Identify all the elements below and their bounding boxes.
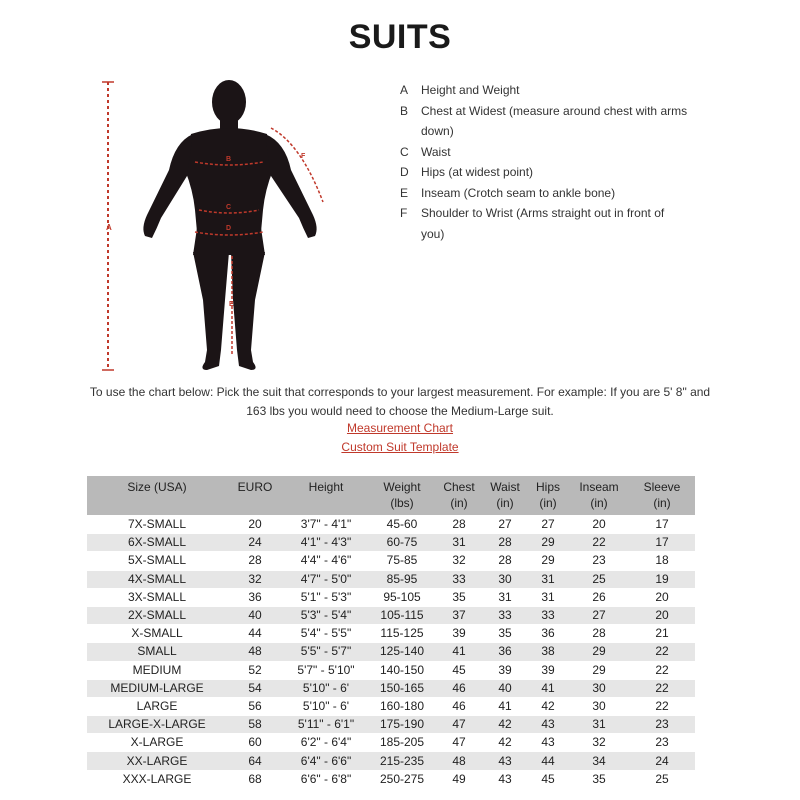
cell-height: 6'6" - 6'8" [283, 770, 369, 788]
cell-sleeve: 20 [629, 606, 695, 624]
table-row [87, 734, 695, 752]
cell-inseam: 25 [569, 570, 629, 588]
cell-size-usa: MEDIUM [87, 661, 227, 679]
chart-instructions: To use the chart below: Pick the suit that corresponds to your largest measurement. For example: If you are 5' 8" and 163 lbs you would need to choose the Medium-Large suit. [89, 385, 711, 418]
cell-euro: 24 [227, 534, 283, 552]
cell-chest: 32 [435, 552, 483, 570]
table-row [87, 697, 695, 715]
cell-weight: 215-235 [369, 752, 435, 770]
header-inseam: Inseam (in) [569, 476, 629, 516]
cell-sleeve: 24 [629, 752, 695, 770]
header-height: Height [283, 476, 369, 516]
cell-size-usa: X-SMALL [87, 625, 227, 643]
cell-hips: 33 [527, 606, 569, 624]
cell-chest: 46 [435, 679, 483, 697]
cell-inseam: 31 [569, 716, 629, 734]
cell-weight: 95-105 [369, 588, 435, 606]
cell-hips: 29 [527, 552, 569, 570]
cell-waist: 43 [483, 770, 527, 788]
legend-letter: E [400, 185, 409, 200]
cell-sleeve: 22 [629, 697, 695, 715]
legend-text: Height and Weight [421, 83, 520, 97]
table-row [87, 643, 695, 661]
cell-waist: 41 [483, 697, 527, 715]
cell-waist: 33 [483, 606, 527, 624]
cell-sleeve: 19 [629, 570, 695, 588]
body-silhouette-illustration [95, 70, 355, 380]
cell-chest: 41 [435, 643, 483, 661]
legend-text: Waist [421, 144, 451, 159]
cell-euro: 44 [227, 625, 283, 643]
cell-euro: 60 [227, 734, 283, 752]
cell-height: 3'7" - 4'1" [283, 516, 369, 534]
cell-weight: 150-165 [369, 679, 435, 697]
cell-chest: 31 [435, 534, 483, 552]
cell-hips: 45 [527, 770, 569, 788]
cell-size-usa: 2X-SMALL [87, 606, 227, 624]
cell-euro: 52 [227, 661, 283, 679]
legend-item-b [400, 101, 690, 142]
cell-size-usa: X-LARGE [87, 734, 227, 752]
size-chart-header [87, 476, 695, 516]
table-row [87, 625, 695, 643]
cell-sleeve: 21 [629, 625, 695, 643]
cell-waist: 43 [483, 752, 527, 770]
legend-text: Shoulder to Wrist (Arms straight out in front of you) [421, 206, 665, 241]
cell-hips: 44 [527, 752, 569, 770]
measurement-chart-row [0, 421, 800, 435]
label-d: D [226, 225, 232, 232]
cell-height: 4'7" - 5'0" [283, 570, 369, 588]
label-c: C [226, 204, 232, 211]
cell-waist: 40 [483, 679, 527, 697]
cell-weight: 75-85 [369, 552, 435, 570]
cell-size-usa: 7X-SMALL [87, 516, 227, 534]
cell-weight: 45-60 [369, 516, 435, 534]
cell-weight: 105-115 [369, 606, 435, 624]
cell-chest: 47 [435, 734, 483, 752]
table-row [87, 588, 695, 606]
cell-sleeve: 18 [629, 552, 695, 570]
cell-sleeve: 22 [629, 661, 695, 679]
cell-weight: 140-150 [369, 661, 435, 679]
header-weight: Weight (lbs) [369, 476, 435, 516]
cell-weight: 85-95 [369, 570, 435, 588]
cell-inseam: 20 [569, 516, 629, 534]
cell-size-usa: SMALL [87, 643, 227, 661]
label-e: E [229, 301, 234, 308]
cell-height: 5'10" - 6' [283, 697, 369, 715]
cell-hips: 31 [527, 588, 569, 606]
cell-weight: 185-205 [369, 734, 435, 752]
cell-waist: 28 [483, 534, 527, 552]
cell-euro: 36 [227, 588, 283, 606]
cell-chest: 33 [435, 570, 483, 588]
cell-inseam: 29 [569, 661, 629, 679]
cell-height: 5'5" - 5'7" [283, 643, 369, 661]
cell-height: 6'2" - 6'4" [283, 734, 369, 752]
cell-size-usa: 3X-SMALL [87, 588, 227, 606]
header-waist: Waist (in) [483, 476, 527, 516]
table-row [87, 516, 695, 534]
cell-sleeve: 17 [629, 534, 695, 552]
cell-sleeve: 17 [629, 516, 695, 534]
header-chest: Chest (in) [435, 476, 483, 516]
cell-chest: 28 [435, 516, 483, 534]
legend-text: Chest at Widest (measure around chest with arms down) [421, 103, 688, 138]
cell-hips: 43 [527, 734, 569, 752]
cell-inseam: 27 [569, 606, 629, 624]
cell-sleeve: 25 [629, 770, 695, 788]
cell-waist: 31 [483, 588, 527, 606]
table-row [87, 552, 695, 570]
legend-text: Hips (at widest point) [421, 165, 534, 179]
cell-weight: 60-75 [369, 534, 435, 552]
cell-sleeve: 20 [629, 588, 695, 606]
legend-letter: B [400, 103, 409, 118]
cell-inseam: 23 [569, 552, 629, 570]
cell-sleeve: 23 [629, 716, 695, 734]
cell-euro: 58 [227, 716, 283, 734]
body-measurement-figure [95, 70, 355, 380]
cell-waist: 42 [483, 716, 527, 734]
cell-waist: 42 [483, 734, 527, 752]
cell-size-usa: XX-LARGE [87, 752, 227, 770]
cell-hips: 43 [527, 716, 569, 734]
size-chart-table [87, 476, 695, 789]
header-row [87, 476, 695, 516]
page-title: SUITS [348, 18, 452, 56]
cell-inseam: 29 [569, 643, 629, 661]
cell-size-usa: LARGE-X-LARGE [87, 716, 227, 734]
cell-euro: 68 [227, 770, 283, 788]
table-row [87, 534, 695, 552]
cell-weight: 175-190 [369, 716, 435, 734]
cell-hips: 42 [527, 697, 569, 715]
cell-chest: 49 [435, 770, 483, 788]
cell-chest: 39 [435, 625, 483, 643]
size-chart-body [87, 516, 695, 789]
legend-letter: D [400, 165, 409, 179]
cell-chest: 35 [435, 588, 483, 606]
cell-height: 4'1" - 4'3" [283, 534, 369, 552]
cell-inseam: 32 [569, 734, 629, 752]
table-row [87, 570, 695, 588]
label-b: B [226, 156, 232, 163]
cell-sleeve: 22 [629, 643, 695, 661]
table-row [87, 752, 695, 770]
legend-letter: A [400, 83, 409, 97]
cell-euro: 32 [227, 570, 283, 588]
cell-height: 5'1" - 5'3" [283, 588, 369, 606]
cell-inseam: 22 [569, 534, 629, 552]
cell-waist: 30 [483, 570, 527, 588]
cell-weight: 250-275 [369, 770, 435, 788]
table-row [87, 716, 695, 734]
legend-text: Inseam (Crotch seam to ankle bone) [421, 185, 616, 200]
cell-height: 6'4" - 6'6" [283, 752, 369, 770]
cell-inseam: 30 [569, 679, 629, 697]
legend-letter: C [400, 144, 409, 159]
table-row [87, 770, 695, 788]
cell-euro: 56 [227, 697, 283, 715]
cell-chest: 48 [435, 752, 483, 770]
header-size-usa: Size (USA) [87, 476, 227, 516]
cell-size-usa: MEDIUM-LARGE [87, 679, 227, 697]
cell-waist: 36 [483, 643, 527, 661]
custom-suit-template-link[interactable]: Custom Suit Template [341, 440, 459, 454]
cell-euro: 20 [227, 516, 283, 534]
cell-size-usa: 5X-SMALL [87, 552, 227, 570]
cell-sleeve: 22 [629, 679, 695, 697]
legend-item-a [400, 80, 690, 101]
cell-height: 5'11" - 6'1" [283, 716, 369, 734]
cell-waist: 35 [483, 625, 527, 643]
cell-waist: 27 [483, 516, 527, 534]
header-sleeve: Sleeve (in) [629, 476, 695, 516]
cell-chest: 46 [435, 697, 483, 715]
cell-hips: 31 [527, 570, 569, 588]
cell-hips: 39 [527, 661, 569, 679]
cell-inseam: 35 [569, 770, 629, 788]
table-row [87, 606, 695, 624]
cell-chest: 45 [435, 661, 483, 679]
cell-chest: 47 [435, 716, 483, 734]
cell-size-usa: 6X-SMALL [87, 534, 227, 552]
cell-inseam: 28 [569, 625, 629, 643]
cell-hips: 36 [527, 625, 569, 643]
legend-item-c [400, 142, 690, 163]
header-hips: Hips (in) [527, 476, 569, 516]
cell-height: 5'10" - 6' [283, 679, 369, 697]
legend-item-f [400, 203, 690, 244]
cell-hips: 38 [527, 643, 569, 661]
cell-euro: 28 [227, 552, 283, 570]
cell-euro: 48 [227, 643, 283, 661]
legend-item-d [400, 162, 690, 183]
cell-waist: 39 [483, 661, 527, 679]
label-a: A [106, 223, 112, 232]
label-f: F [301, 153, 306, 160]
cell-size-usa: 4X-SMALL [87, 570, 227, 588]
cell-inseam: 30 [569, 697, 629, 715]
header-euro: EURO [227, 476, 283, 516]
cell-euro: 54 [227, 679, 283, 697]
table-row [87, 661, 695, 679]
measurement-legend [400, 80, 690, 244]
legend-letter: F [400, 206, 408, 220]
cell-inseam: 26 [569, 588, 629, 606]
cell-height: 5'4" - 5'5" [283, 625, 369, 643]
measurement-chart-link[interactable]: Measurement Chart [346, 421, 454, 435]
cell-hips: 29 [527, 534, 569, 552]
cell-euro: 64 [227, 752, 283, 770]
cell-size-usa: XXX-LARGE [87, 770, 227, 788]
cell-waist: 28 [483, 552, 527, 570]
table-row [87, 679, 695, 697]
cell-size-usa: LARGE [87, 697, 227, 715]
legend-item-e [400, 183, 690, 204]
cell-euro: 40 [227, 606, 283, 624]
cell-height: 5'3" - 5'4" [283, 606, 369, 624]
cell-chest: 37 [435, 606, 483, 624]
cell-weight: 125-140 [369, 643, 435, 661]
cell-weight: 160-180 [369, 697, 435, 715]
custom-suit-template-row [0, 440, 800, 454]
cell-hips: 27 [527, 516, 569, 534]
cell-sleeve: 23 [629, 734, 695, 752]
cell-height: 4'4" - 4'6" [283, 552, 369, 570]
cell-inseam: 34 [569, 752, 629, 770]
cell-hips: 41 [527, 679, 569, 697]
cell-weight: 115-125 [369, 625, 435, 643]
cell-height: 5'7" - 5'10" [283, 661, 369, 679]
